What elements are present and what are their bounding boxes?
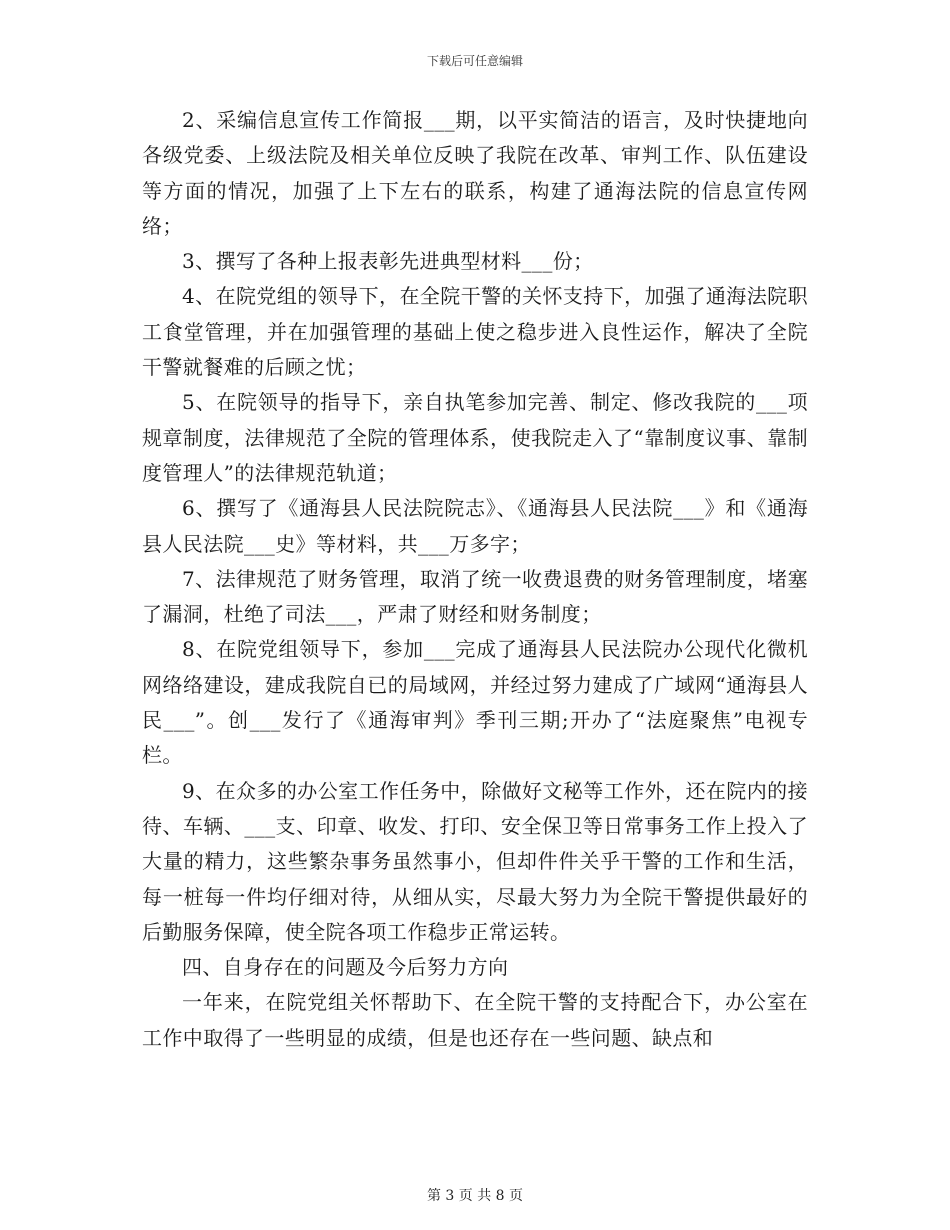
paragraph-item-2: 2、采编信息宣传工作简报___期，以平实简洁的语言，及时快捷地向各级党委、上级法院及相关单位反映了我院在改革、审判工作、队伍建设等方面的情况，加强了上下左右的联系，构建了通海法院的信息宣传网络； [142,108,808,238]
page-header: 下载后可任意编辑 [426,54,523,68]
paragraph-item-9: 9、在众多的办公室工作任务中，除做好文秘等工作外，还在院内的接待、车辆、___支、印章、收发、打印、安全保卫等日常事务工作上投入了大量的精力，这些繁杂事务虽然事小，但却件件关乎干警的工作和生活，每一桩每一件均仔细对待，从细从实，尽最大努力为全院干警提供最好的后勤服务保障，使全院各项工作稳步正常运转。 [142,778,808,944]
paragraph-item-4: 4、在院党组的领导下，在全院干警的关怀支持下，加强了通海法院职工食堂管理，并在加强管理的基础上使之稳步进入良性运作，解决了全院干警就餐难的后顾之忧； [142,284,808,380]
paragraph-item-6: 6、撰写了《通海县人民法院院志》、《通海县人民法院___》和《通海县人民法院___史》等材料，共___万多字； [142,496,808,556]
paragraph-item-8: 8、在院党组领导下，参加___完成了通海县人民法院办公现代化微机网络络建设，建成我院自已的局域网，并经过努力建成了广域网“通海县人民___”。创___发行了《通海审判》季刊三期;开办了“法庭聚焦”电视专栏。 [142,637,808,768]
section-heading: 四、自身存在的问题及今后努力方向 [182,955,509,980]
paragraph-item-3: 3、撰写了各种上报表彰先进典型材料___份； [182,249,594,274]
paragraph-item-5: 5、在院领导的指导下，亲自执笔参加完善、制定、修改我院的___项规章制度，法律规范了全院的管理体系，使我院走入了“靠制度议事、靠制度管理人”的法律规范轨道； [142,390,808,485]
page-footer: 第 3 页 共 8 页 [426,1188,524,1204]
paragraph-item-7: 7、法律规范了财务管理，取消了统一收费退费的财务管理制度，堵塞了漏洞，杜绝了司法___，严肃了财经和财务制度； [142,566,808,627]
paragraph-summary: 一年来，在院党组关怀帮助下、在全院干警的支持配合下，办公室在工作中取得了一些明显的成绩，但是也还存在一些问题、缺点和 [142,990,808,1050]
document-body [142,103,808,1056]
